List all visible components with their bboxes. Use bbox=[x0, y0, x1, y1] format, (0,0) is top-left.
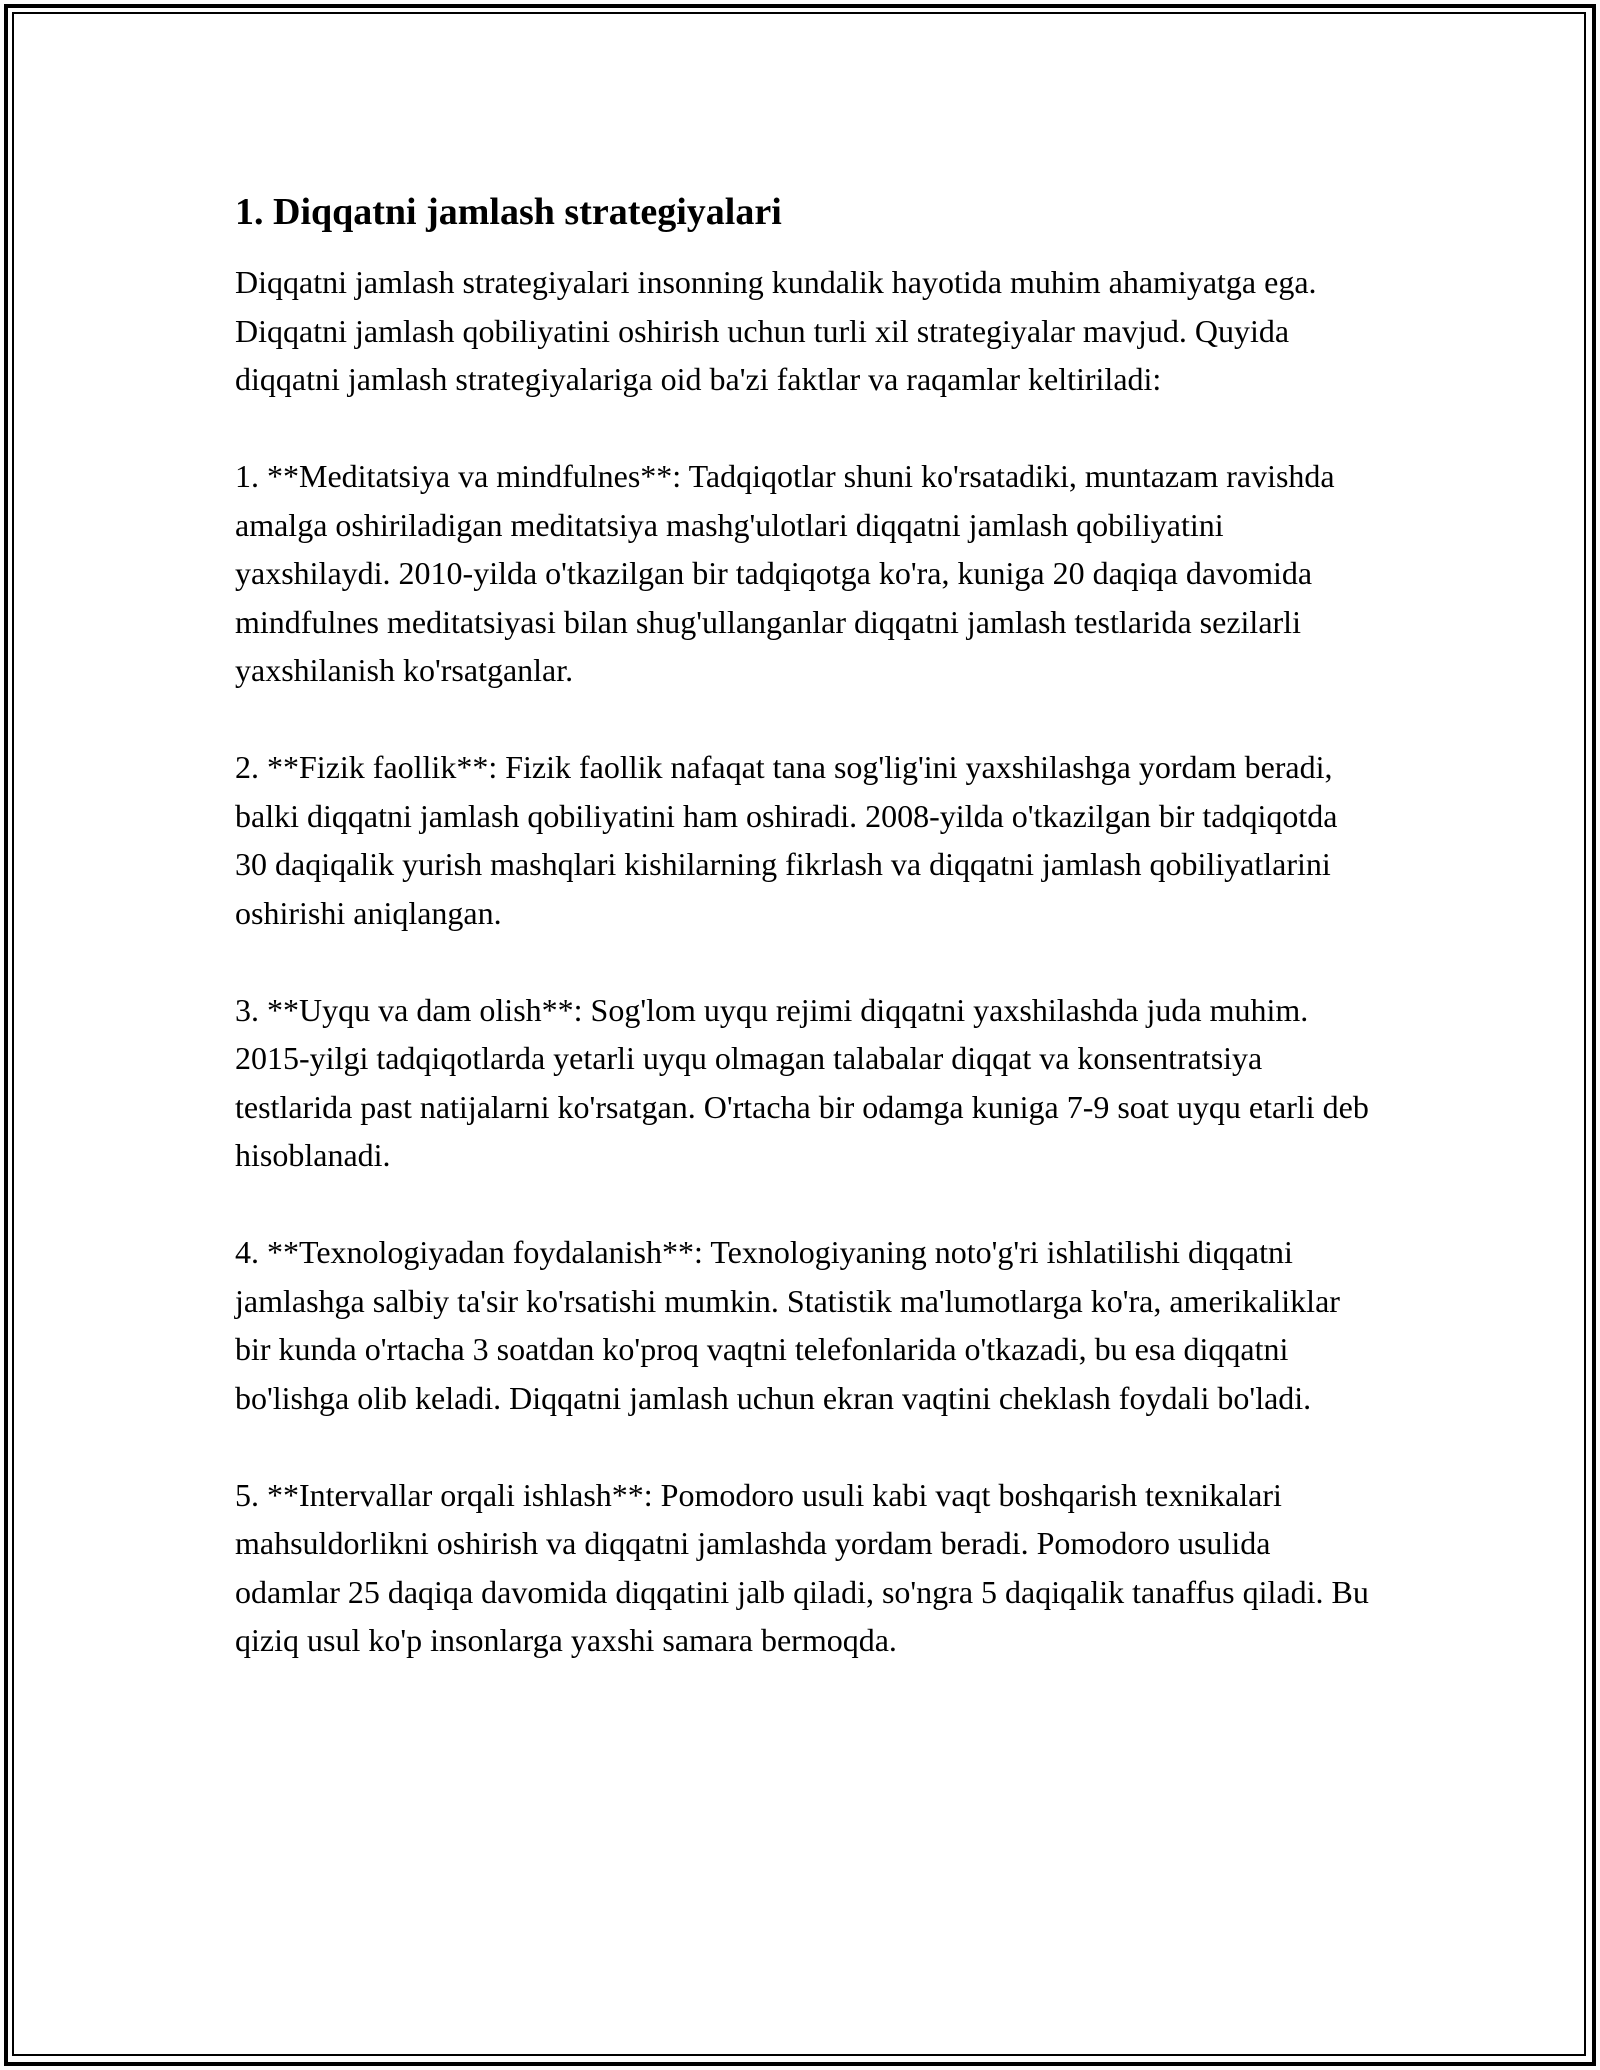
intro-paragraph: Diqqatni jamlash strategiyalari insonning kundalik hayotida muhim ahamiyatga ega. Diqqatni jamlash qobiliyatini oshirish uchun turli xil strategiyalar mavjud. Quyida diqqatni jamlash strategiyalariga oid ba'zi faktlar va raqamlar keltiriladi: bbox=[235, 264, 1317, 397]
list-item-sleep: 3. **Uyqu va dam olish**: Sog'lom uyqu rejimi diqqatni yaxshilashda juda muhim. 2015-yilgi tadqiqotlarda yetarli uyqu olmagan talabalar diqqat va konsentratsiya testlarida past natijalarni ko'rsatgan. O'rtacha bir odamga kuniga 7-9 soat uyqu etarli deb hisoblanadi. bbox=[235, 991, 1369, 1173]
list-item-technology: 4. **Texnologiyadan foydalanish**: Texnologiyaning noto'g'ri ishlatilishi diqqatni jamlashga salbiy ta'sir ko'rsatishi mumkin. Statistik ma'lumotlarga ko'ra, amerikaliklar bir kunda o'rtacha 3 soatdan ko'proq vaqtni telefonlarida o'tkazadi, bu esa diqqatni bo'lishga olib keladi. Diqqatni jamlash uchun ekran vaqtini cheklash foydali bo'ladi. bbox=[235, 1234, 1340, 1416]
list-item-physical-activity: 2. **Fizik faollik**: Fizik faollik nafaqat tana sog'lig'ini yaxshilashga yordam beradi, balki diqqatni jamlash qobiliyatini ham oshiradi. 2008-yilda o'tkazilgan bir tadqiqotda 30 daqiqalik yurish mashqlari kishilarning fikrlash va diqqatni jamlash qobiliyatlarini oshirishi aniqlangan. bbox=[235, 749, 1338, 931]
section-heading: 1. Diqqatni jamlash strategiyalari bbox=[235, 191, 782, 233]
document-body bbox=[235, 186, 1375, 1713]
list-item-intervals: 5. **Intervallar orqali ishlash**: Pomodoro usuli kabi vaqt boshqarish texnikalari mahsuldorlikni oshirish va diqqatni jamlashda yordam beradi. Pomodoro usulida odamlar 25 daqiqa davomida diqqatini jalb qiladi, so'ngra 5 daqiqalik tanaffus qiladi. Bu qiziq usul ko'p insonlarga yaxshi samara bermoqda. bbox=[235, 1476, 1369, 1658]
list-item-meditation: 1. **Meditatsiya va mindfulnes**: Tadqiqotlar shuni ko'rsatadiki, muntazam ravishda amalga oshiriladigan meditatsiya mashg'ulotlari diqqatni jamlash qobiliyatini yaxshilaydi. 2010-yilda o'tkazilgan bir tadqiqotga ko'ra, kuniga 20 daqiqa davomida mindfulnes meditatsiyasi bilan shug'ullanganlar diqqatni jamlash testlarida sezilarli yaxshilanish ko'rsatganlar. bbox=[235, 458, 1335, 688]
